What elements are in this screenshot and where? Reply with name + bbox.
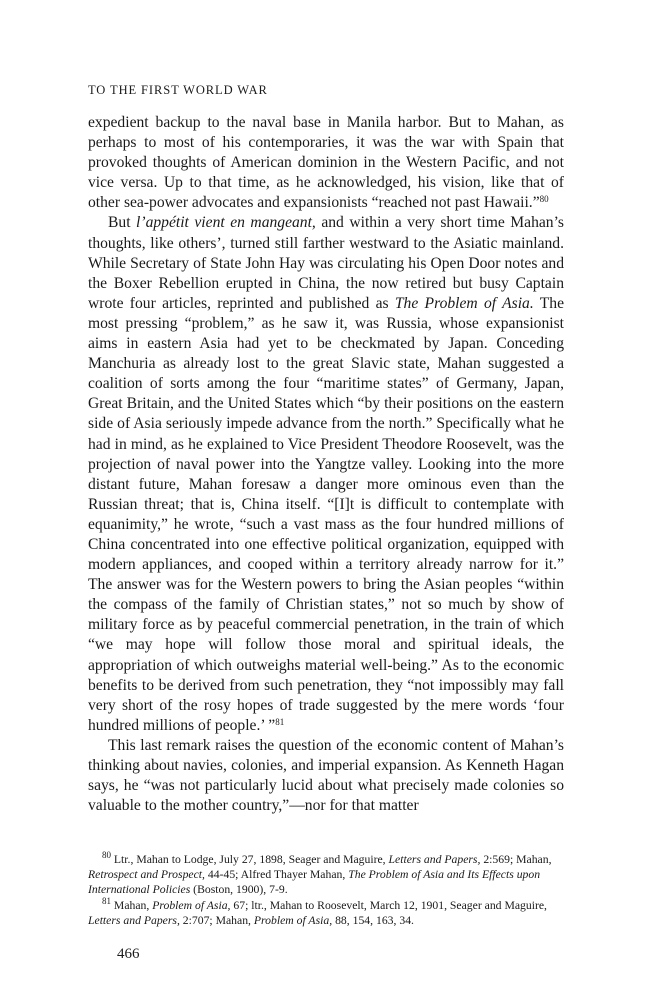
running-head: TO THE FIRST WORLD WAR: [88, 83, 268, 97]
italic-run: l’appétit vient en mangeant,: [136, 214, 316, 232]
book-title: The Problem of Asia.: [394, 294, 534, 312]
text-run: 44-45; Alfred Thayer Mahan,: [204, 868, 349, 882]
book-title: Letters and Papers,: [388, 853, 481, 866]
book-title: The Problem of Asia and Its Effects upon International Policies: [88, 868, 541, 897]
text-run: 67; ltr., Mahan to Roosevelt, March 12, 1901, Seager and Maguire,: [230, 898, 547, 912]
footnotes: [88, 852, 564, 928]
paragraph: [88, 113, 564, 213]
footnote-number: 80: [102, 850, 111, 860]
paragraph: [88, 736, 564, 816]
text-run: 88, 154, 163, 34.: [332, 913, 414, 927]
footnote-marker: 80: [539, 194, 549, 205]
text-run: and within a very short time Mahan’s thoughts, like others’, turned still farther westward to the Asiatic mainland. While Secretary of State John Hay was circulating his Open Door notes and the Boxer Rebellion erupted in China, the now retired but busy Captain wrote four articles, reprinted and published as: [88, 214, 564, 312]
text-run: expedient backup to the naval base in Manila harbor. But to Mahan, as perhaps to most of his contemporaries, it was the war with Spain that provoked thoughts of American dominion in the Western Pacific, and not vice versa. Up to that time, as he acknowledged, his vision, like that of other sea-power advocates and expansionists “reached not past Hawaii.”: [88, 114, 564, 212]
text-run: This last remark raises the question of the economic content of Mahan’s thinking about navies, colonies, and imperial expansion. As Kenneth Hagan says, he “was not particularly lucid about what precisely made colonies so valuable to the mother country,”—nor for that matter: [88, 736, 564, 815]
text-run: 2:569; Mahan,: [480, 853, 552, 866]
book-title: Letters and Papers,: [88, 913, 180, 927]
text-run: Mahan,: [111, 898, 153, 912]
footnote-number: 81: [102, 895, 111, 906]
text-run: (Boston, 1900), 7-9.: [190, 883, 288, 897]
text-run: The most pressing “problem,” as he saw it, was Russia, whose expansionist aims in eastern Asia had yet to be checkmated by Japan. Conceding Manchuria as already lost to the great Slavic state, Mahan suggested a coalition of sorts among the four “maritime states” of Germany, Japan, Great Britain, and the United States which “by their positions on the eastern side of Asia seriously impede advance from the north.” Specifically what he had in mind, as he explained to Vice President Theodore Roosevelt, was the projection of naval power into the Yangtze valley. Looking into the more distant future, Mahan foresaw a danger more ominous even than the Russian threat; that is, China itself. “[I]t is difficult to contemplate with equanimity,” he wrote, “such a vast mass as the four hundred millions of China concentrated into one effective political organization, equipped with modern appliances, and cooped within a territory already narrow for it.” The answer was for the Western powers to bring the Asian peoples “within the compass of the family of Christian states,” not so much by show of military force as by peaceful commercial penetration, in the train of which “we may hope will follow those moral and spiritual ideals, the appropriation of which outweighs material well-being.” As to the economic benefits to be derived from such penetration, they “not impossibly may fall very short of the rosy hopes of trade suggested by the mere words ‘four hundred millions of people.’ ”: [88, 294, 564, 734]
footnote-80: [88, 852, 564, 898]
book-title: Retrospect and Prospect,: [88, 868, 205, 882]
book-title: Problem of Asia,: [152, 898, 231, 912]
text-run: 2:707; Mahan,: [179, 913, 254, 927]
text-run: But: [108, 214, 137, 232]
text-run: Ltr., Mahan to Lodge, July 27, 1898, Seager and Maguire,: [111, 853, 389, 866]
footnote-81: [88, 895, 564, 928]
book-title: Problem of Asia,: [253, 913, 333, 927]
page-number: 466: [117, 946, 140, 962]
paragraph: [88, 213, 564, 735]
body-text: [88, 113, 564, 816]
footnote-marker: 81: [275, 716, 285, 727]
